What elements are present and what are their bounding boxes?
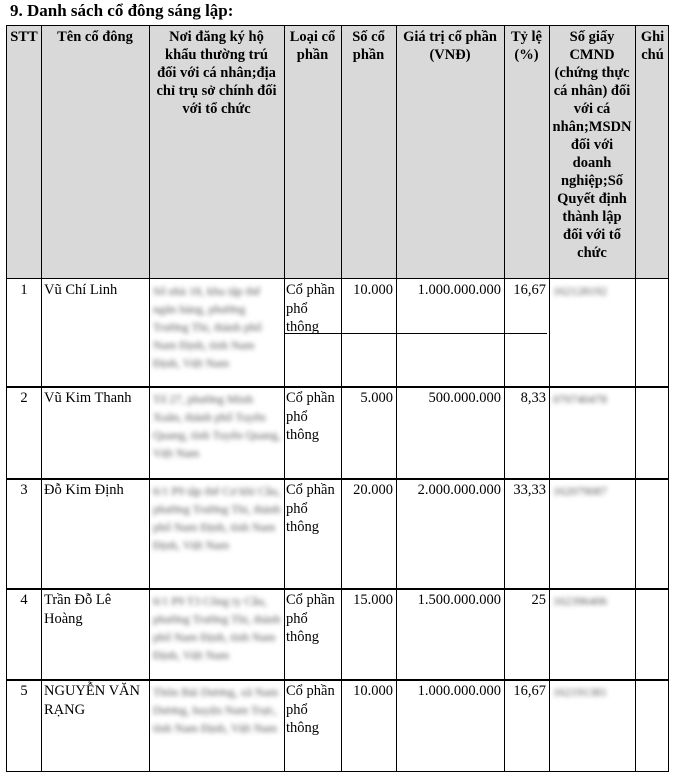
column-divider: [284, 26, 285, 771]
redacted-id: 162191381: [553, 685, 607, 699]
redacted-address: Tổ 27, phường Minh Xuân, thành phố Tuyên Quang, tỉnh Tuyên Quang, Việt Nam: [153, 392, 281, 460]
table-row-stt: 4: [20, 592, 28, 608]
table-row-shares: 15.000: [353, 592, 393, 608]
table-row-share-type: Cổ phần phổ thông: [286, 282, 335, 335]
table-row-name: Vũ Kim Thanh: [44, 390, 132, 406]
row-divider: [7, 386, 668, 388]
redacted-id: 162079087: [553, 484, 607, 498]
row-divider: [7, 679, 668, 681]
redacted-id: 162128192: [553, 284, 607, 298]
header-address: Nơi đăng ký hộ khẩu thường trú đối với cá nhân;địa chỉ trụ sở chính đối với tổ chức: [156, 29, 277, 117]
column-divider: [149, 26, 150, 771]
table-row-name: Trần Đỗ Lê Hoàng: [44, 592, 112, 627]
table-row-ratio: 8,33: [520, 390, 546, 406]
section-title: 9. Danh sách cổ đông sáng lập:: [10, 1, 234, 20]
header-value: Giá trị cổ phần (VNĐ): [403, 29, 497, 63]
redacted-address: Số nhà 18, khu tập thể ngân hàng, phường Trường Thi, thành phố Nam Định, tỉnh Nam Định, Việt Nam: [153, 284, 262, 370]
header-note: Ghi chú: [640, 29, 665, 63]
shareholder-table: [6, 25, 669, 772]
table-row-share-type: Cổ phần phổ thông: [286, 592, 335, 645]
column-divider: [549, 26, 550, 771]
table-row-ratio: 33,33: [513, 482, 546, 498]
table-row-shares: 10.000: [353, 282, 393, 298]
table-row-value: 1.000.000.000: [417, 683, 501, 699]
table-row-stt: 1: [20, 282, 28, 298]
header-ratio: Tỷ lệ (%): [510, 29, 542, 63]
table-row-ratio: 16,67: [513, 282, 546, 298]
redacted-address: 6/1 P9 tập thể Cơ khí Cầu, phường Trường Thi, thành phố Nam Định, tỉnh Nam Định, Việt Nam: [153, 484, 281, 552]
redacted-id: 070740478: [553, 392, 607, 406]
redacted-id: 162396406: [553, 594, 607, 608]
table-row-share-type: Cổ phần phổ thông: [286, 683, 335, 736]
table-row-ratio: 25: [531, 592, 546, 608]
table-row-shares: 20.000: [353, 482, 393, 498]
redacted-address: Thôn Bái Dương, xã Nam Dương, huyện Nam Trực, tỉnh Nam Định, Việt Nam: [153, 685, 279, 735]
row-divider: [7, 588, 668, 590]
table-row-stt: 3: [20, 482, 28, 498]
header-share-type: Loại cổ phần: [289, 29, 336, 63]
table-row-stt: 5: [20, 683, 28, 699]
table-row-name: Vũ Chí Linh: [44, 282, 118, 298]
table-row-ratio: 16,67: [513, 683, 546, 699]
table-row-name: Đỗ Kim Định: [44, 482, 124, 498]
table-row-name: NGUYỄN VĂN RẠNG: [44, 683, 140, 718]
header-id-doc: Số giấy CMND (chứng thực cá nhân) đối với cá nhân;MSDN đối với doanh nghiệp;Số Quyết định thành lập đối với tổ chức: [552, 29, 632, 261]
table-row-value: 500.000.000: [428, 390, 501, 406]
table-row-stt: 2: [20, 390, 28, 406]
row-divider: [7, 478, 668, 480]
column-divider: [635, 26, 636, 771]
table-row-share-type: Cổ phần phổ thông: [286, 390, 335, 443]
row-divider: [7, 278, 668, 279]
table-row-value: 1.000.000.000: [417, 282, 501, 298]
header-stt: STT: [10, 29, 38, 45]
header-shares: Số cổ phần: [352, 29, 385, 63]
table-row-shares: 5.000: [360, 390, 393, 406]
table-row-value: 1.500.000.000: [417, 592, 501, 608]
header-name: Tên cổ đông: [57, 29, 133, 45]
table-row-value: 2.000.000.000: [417, 482, 501, 498]
redacted-address: 6/1 P9 T3 Công ty Cầu, phường Trường Thi, thành phố Nam Định, tỉnh Nam Định, Việt Nam: [153, 594, 281, 662]
table-row-shares: 10.000: [353, 683, 393, 699]
table-row-share-type: Cổ phần phổ thông: [286, 482, 335, 535]
column-divider: [41, 26, 42, 771]
